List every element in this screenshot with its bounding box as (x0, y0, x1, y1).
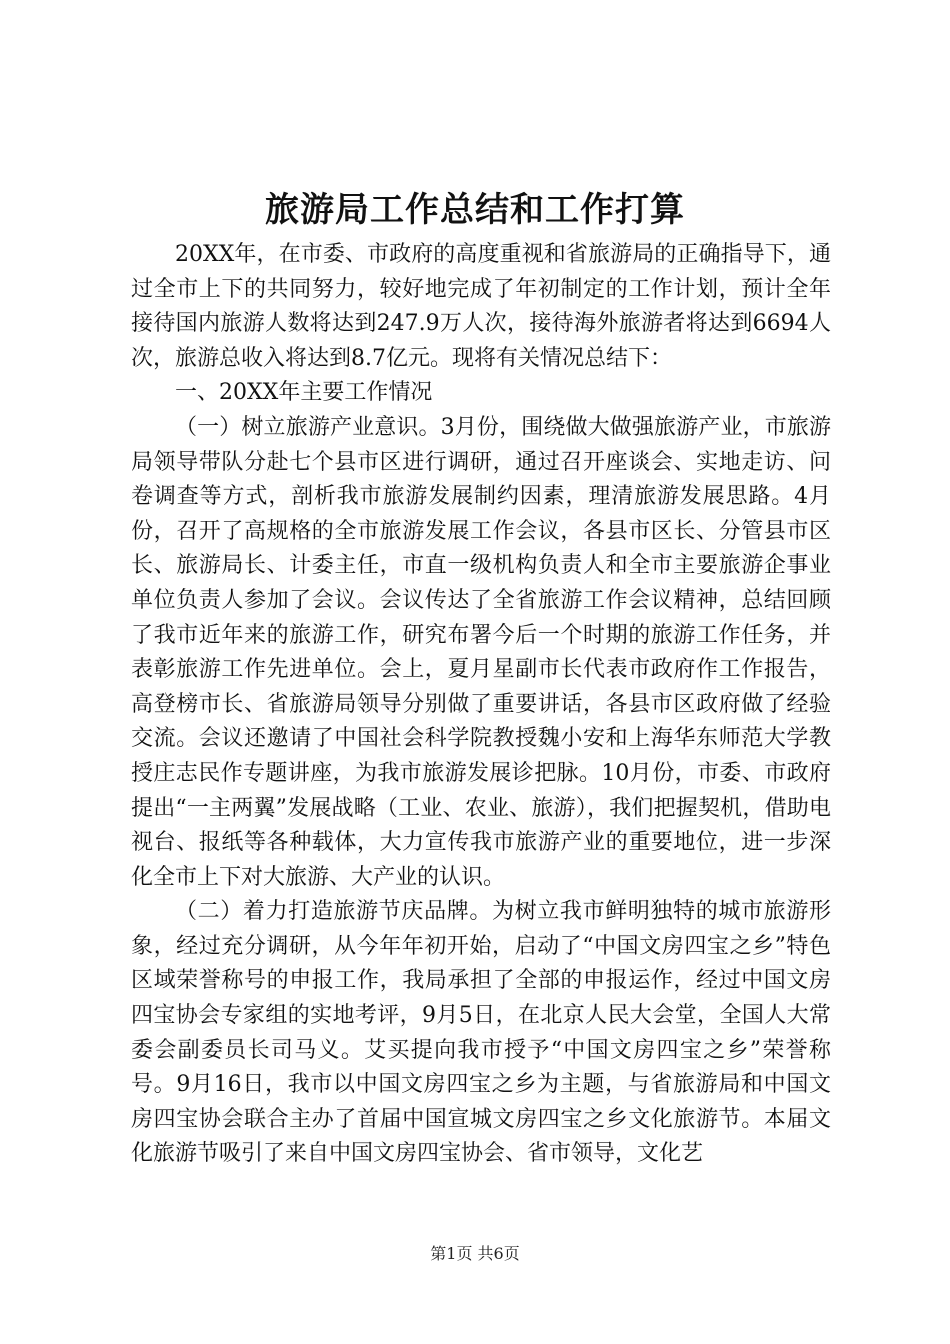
document-title: 旅游局工作总结和工作打算 (265, 190, 685, 230)
document-body (131, 238, 831, 1172)
body-paragraph: （二）着力打造旅游节庆品牌。为树立我市鲜明独特的城市旅游形象，经过充分调研，从今年年初开始，启动了“中国文房四宝之乡”特色区域荣誉称号的申报工作，我局承担了全部的申报运作，经过中国文房四宝协会专家组的实地考评，9月5日，在北京人民大会堂，全国人大常委会副委员长司马义。艾买提向我市授予“中国文房四宝之乡”荣誉称号。9月16日，我市以中国文房四宝之乡为主题，与省旅游局和中国文房四宝协会联合主办了首届中国宣城文房四宝之乡文化旅游节。本届文化旅游节吸引了来自中国文房四宝协会、省市领导，文化艺 (131, 899, 831, 1167)
page-number: 第1页 共6页 (430, 1244, 520, 1263)
body-paragraph: （一）树立旅游产业意识。3月份，围绕做大做强旅游产业，市旅游局领导带队分赴七个县市区进行调研，通过召开座谈会、实地走访、问卷调查等方式，剖析我市旅游发展制约因素，理清旅游发展思路。4月份，召开了高规格的全市旅游发展工作会议，各县市区长、分管县市区长、旅游局长、计委主任，市直一级机构负责人和全市主要旅游企事业单位负责人参加了会议。会议传达了全省旅游工作会议精神，总结回顾了我市近年来的旅游工作，研究布署今后一个时期的旅游工作任务，并表彰旅游工作先进单位。会上，夏月星副市长代表市政府作工作报告，高登榜市长、省旅游局领导分别做了重要讲话，各县市区政府做了经验交流。会议还邀请了中国社会科学院教授魏小安和上海华东师范大学教授庄志民作专题讲座，为我市旅游发展诊把脉。10月份，市委、市政府提出“一主两翼”发展战略（工业、农业、旅游），我们把握契机，借助电视台、报纸等各种载体，大力宣传我市旅游产业的重要地位，进一步深化全市上下对大旅游、大产业的认识。 (131, 414, 831, 890)
intro-paragraph: 20XX年，在市委、市政府的高度重视和省旅游局的正确指导下，通过全市上下的共同努力，较好地完成了年初制定的工作计划，预计全年接待国内旅游人数将达到247.9万人次，接待海外旅游者将达到6694人次，旅游总收入将达到8.7亿元。现将有关情况总结下： (131, 242, 831, 371)
section-heading: 一、20XX年主要工作情况 (175, 380, 433, 406)
